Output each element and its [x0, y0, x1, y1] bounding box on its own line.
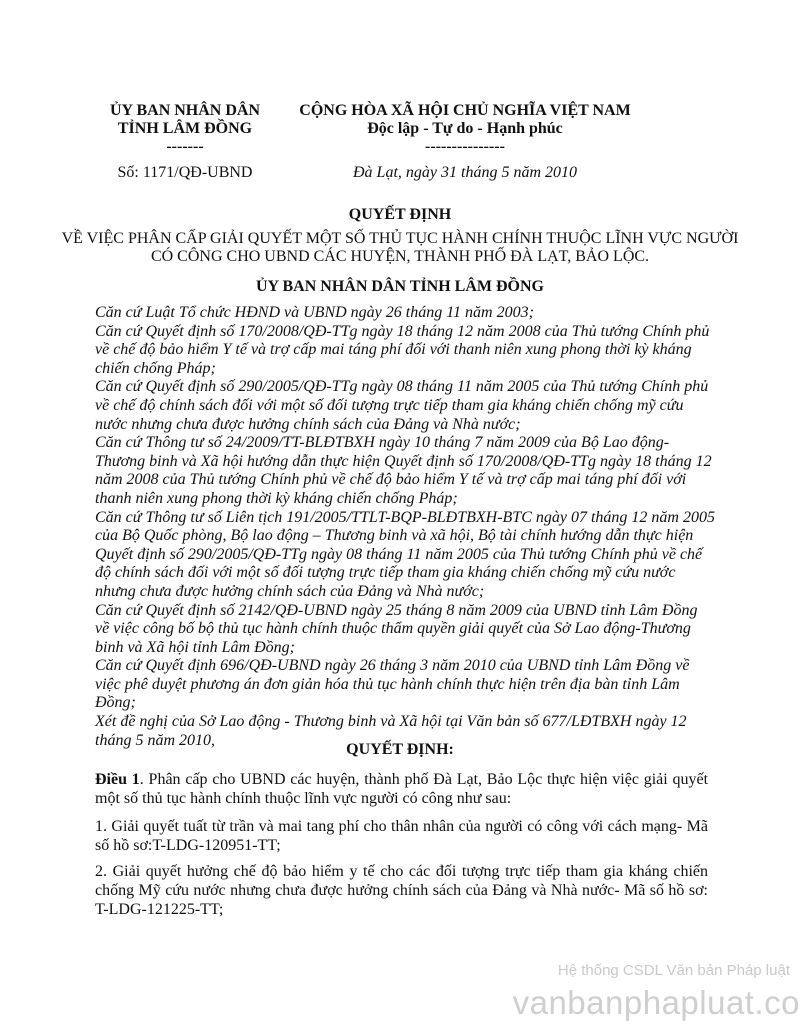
article-1 [95, 770, 708, 808]
article-item-2: 2. Giải quyết hưởng chế độ bảo hiểm y tế cho các đối tượng trực tiếp tham gia kháng chiến chống Mỹ cứu nước nhưng chưa được hưởng chính sách của Đảng và Nhà nước- Mã số hồ sơ: T-LDG-121225-TT; [95, 863, 708, 918]
document-subject: VỀ VIỆC PHÂN CẤP GIẢI QUYẾT MỘT SỐ THỦ TỤC HÀNH CHÍNH THUỘC LĨNH VỰC NGƯỜI CÓ CÔNG CHO UBND CÁC HUYỆN, THÀNH PHỐ ĐÀ LẠT, BẢO LỘC. [61, 230, 739, 265]
national-motto [290, 102, 640, 156]
issuing-agency [95, 102, 275, 156]
legal-basis: Căn cứ Quyết định 696/QĐ-UBND ngày 26 tháng 3 năm 2010 của UBND tỉnh Lâm Đồng về việc phê duyệt phương án đơn giản hóa thủ tục hành chính thực hiện trên địa bàn tỉnh Lâm Đồng; [95, 657, 690, 712]
article-1-label: Điều 1 [95, 771, 140, 788]
motto: Độc lập - Tự do - Hạnh phúc [367, 120, 563, 137]
authority-heading: ỦY BAN NHÂN DÂN TỈNH LÂM ĐỒNG [255, 278, 544, 295]
agency-divider: ------- [166, 138, 204, 155]
legal-basis: Căn cứ Thông tư số Liên tịch 191/2005/TTLT-BQP-BLĐTBXH-BTC ngày 07 tháng 12 năm 2005 của Bộ Quốc phòng, Bộ lao động – Thương binh và xã hội, Bộ tài chính hướng dẫn thực hiện Quyết định số 290/2005/QĐ-TTg ngày 08 tháng 11 năm 2005 của Thủ tướng Chính phủ về chế độ chính sách đối với một số đối tượng trực tiếp tham gia kháng chiến chống mỹ cứu nước nhưng chưa được hưởng chính sách của Đảng và Nhà nước; [95, 508, 715, 600]
legal-basis: Căn cứ Luật Tổ chức HĐND và UBND ngày 26 tháng 11 năm 2003; [95, 304, 534, 321]
document-title: QUYẾT ĐỊNH [348, 206, 452, 223]
article-1-text: . Phân cấp cho UBND các huyện, thành phố Đà Lạt, Bảo Lộc thực hiện việc giải quyết một số thủ tục hành chính thuộc lĩnh vực người có công như sau: [95, 771, 709, 807]
legal-basis: Căn cứ Thông tư số 24/2009/TT-BLĐTBXH ngày 10 tháng 7 năm 2009 của Bộ Lao động-Thương binh và Xã hội hướng dẫn thực hiện Quyết định số 170/2008/QĐ-TTg ngày 18 tháng 12 năm 2008 của Thủ tướng Chính phủ về chế độ bảo hiểm Y tế và trợ cấp mai táng phí đối với thanh niên xung phong thời kỳ kháng chiến chống Pháp; [95, 434, 712, 507]
document-date: Đà Lạt, ngày 31 tháng 5 năm 2010 [353, 164, 577, 181]
watermark-caption: Hệ thống CSDL Văn bản Pháp luật [557, 962, 790, 979]
agency-line-1: ỦY BAN NHÂN DÂN [109, 102, 261, 119]
motto-divider: --------------- [425, 138, 505, 155]
legal-basis: Căn cứ Quyết định số 2142/QĐ-UBND ngày 25 tháng 8 năm 2009 của UBND tỉnh Lâm Đồng về việc công bố bộ thủ tục hành chính thuộc thẩm quyền giải quyết của Sở Lao động-Thương binh và Xã hội tỉnh Lâm Đồng; [95, 601, 698, 656]
document-number: Số: 1171/QĐ-UBND [117, 164, 253, 181]
decision-heading: QUYẾT ĐỊNH: [346, 741, 454, 758]
country-name: CỘNG HÒA XÃ HỘI CHỦ NGHĨA VIỆT NAM [299, 102, 631, 119]
watermark-site: vanbanphapluat.co [512, 984, 800, 1021]
legal-bases [95, 304, 715, 750]
legal-basis: Xét đề nghị của Sở Lao động - Thương binh và Xã hội tại Văn bản số 677/LĐTBXH ngày 12 tháng 5 năm 2010, [95, 713, 687, 749]
agency-line-2: TỈNH LÂM ĐỒNG [117, 120, 253, 137]
legal-basis: Căn cứ Quyết định số 170/2008/QĐ-TTg ngày 18 tháng 12 năm 2008 của Thủ tướng Chính phủ về chế độ bảo hiểm Y tế và trợ cấp mai táng phí đối với thanh niên xung phong thời kỳ kháng chiến chống Pháp; [95, 322, 710, 377]
legal-basis: Căn cứ Quyết định số 290/2005/QĐ-TTg ngày 08 tháng 11 năm 2005 của Thủ tướng Chính phủ về chế độ chính sách đối với một số đối tượng trực tiếp tham gia kháng chiến chống mỹ cứu nước nhưng chưa được hưởng chính sách của Đảng và Nhà nước; [95, 378, 709, 433]
article-item-1: 1. Giải quyết tuất từ trần và mai tang phí cho thân nhân của người có công với cách mạng- Mã số hồ sơ:T-LDG-120951-TT; [95, 818, 708, 854]
